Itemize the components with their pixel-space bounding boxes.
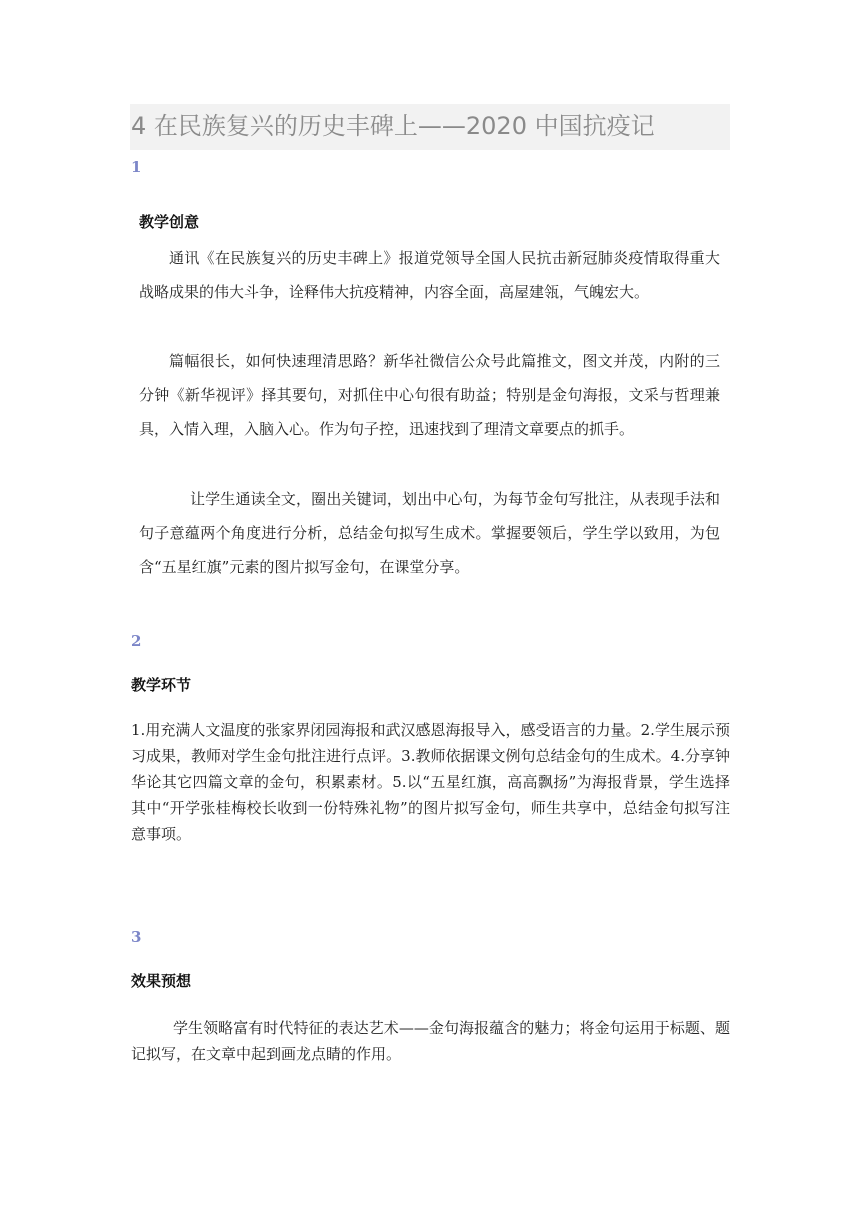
creative-paragraph-3: 让学生通读全文，圈出关键词，划出中心句，为每节金句写批注，从表现手法和句子意蕴两个角度进行分析，总结金句拟写生成术。掌握要领后，学生学以致用，为包含“五星红旗”元素的图片拟写金句，在课堂分享。 (139, 490, 720, 576)
creative-paragraph-2: 篇幅很长，如何快速理清思路？新华社微信公众号此篇推文，图文并茂，内附的三分钟《新华视评》择其要句，对抓住中心句很有助益；特别是金句海报，文采与哲理兼具，入情入理，入脑入心。作为句子控，迅速找到了理清文章要点的抓手。 (139, 352, 720, 438)
section-number-2: 2 (131, 632, 142, 650)
section-heading-creative: 教学创意 (139, 213, 200, 231)
section-number-3: 3 (131, 928, 142, 946)
steps-paragraph: 1.用充满人文温度的张家界闭园海报和武汉感恩海报导入，感受语言的力量。2.学生展示预习成果，教师对学生金句批注进行点评。3.教师依据课文例句总结金句的生成术。4.分享钟华论其它四篇文章的金句，积累素材。5.以“五星红旗，高高飘扬”为海报背景，学生选择其中“开学张桂梅校长收到一份特殊礼物”的图片拟写金句，师生共享中，总结金句拟写注意事项。 (131, 721, 730, 843)
effect-paragraph: 学生领略富有时代特征的表达艺术——金句海报蕴含的魅力；将金句运用于标题、题记拟写，在文章中起到画龙点睛的作用。 (131, 1019, 730, 1063)
page-title: 4 在民族复兴的历史丰碑上——2020 中国抗疫记 (131, 112, 655, 140)
section-heading-steps: 教学环节 (131, 676, 192, 694)
creative-paragraph-1: 通讯《在民族复兴的历史丰碑上》报道党领导全国人民抗击新冠肺炎疫情取得重大战略成果的伟大斗争，诠释伟大抗疫精神，内容全面，高屋建瓴，气魄宏大。 (139, 249, 720, 301)
section-number-1: 1 (131, 158, 142, 176)
section-heading-effect: 效果预想 (131, 972, 192, 990)
